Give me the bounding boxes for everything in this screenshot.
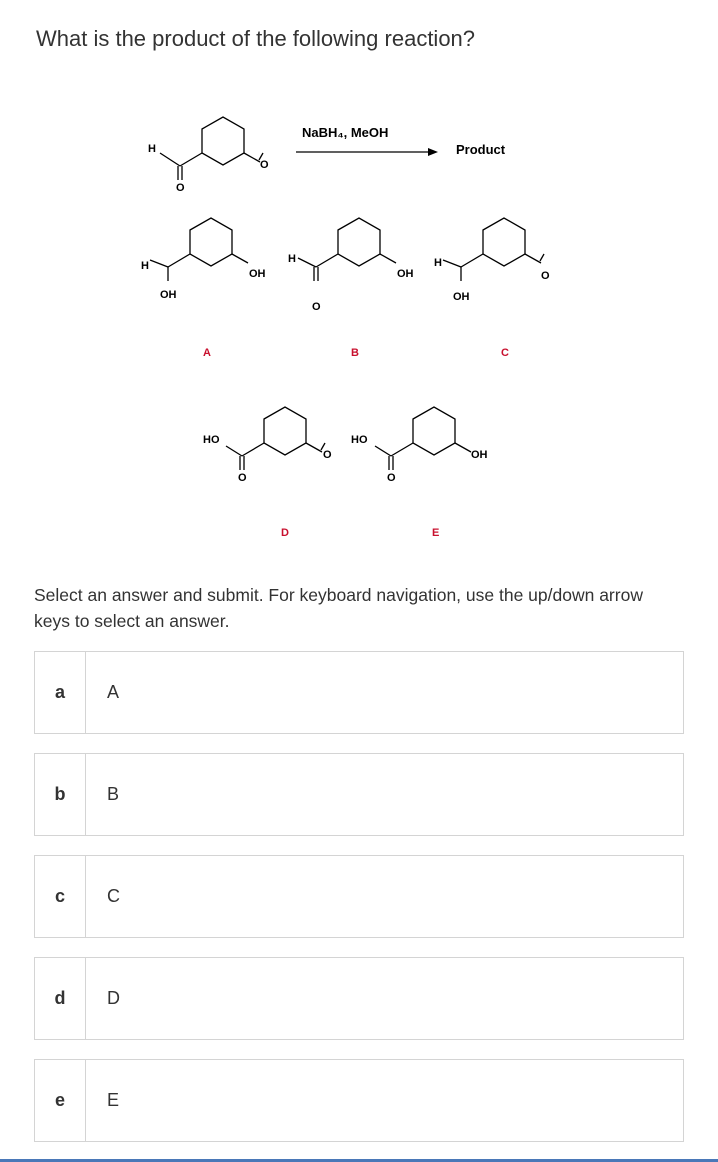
choice-d[interactable] bbox=[34, 957, 684, 1040]
reaction-figure bbox=[0, 80, 718, 560]
structure-d bbox=[203, 407, 332, 539]
atom-oh-e: OH bbox=[471, 449, 488, 461]
question-title: What is the product of the following reaction? bbox=[36, 26, 476, 51]
structure-label-e: E bbox=[432, 527, 440, 539]
atom-h-c: H bbox=[434, 257, 442, 269]
starting-material bbox=[148, 117, 269, 194]
atom-ho-d: HO bbox=[203, 434, 220, 446]
product-label: Product bbox=[456, 142, 506, 157]
atom-o-sm-ketone: O bbox=[260, 159, 269, 171]
atom-o-d-acid: O bbox=[238, 472, 247, 484]
choice-letter: e bbox=[35, 1060, 86, 1141]
choice-letter: a bbox=[35, 652, 86, 733]
atom-o-sm-aldehyde: O bbox=[176, 182, 185, 194]
structure-label-d: D bbox=[281, 527, 289, 539]
choice-text: D bbox=[107, 988, 120, 1008]
choice-text: B bbox=[107, 784, 120, 804]
choice-c[interactable] bbox=[34, 855, 684, 938]
structure-label-c: C bbox=[501, 347, 509, 359]
atom-h-b: H bbox=[288, 253, 296, 265]
structure-label-b: B bbox=[351, 347, 359, 359]
structure-label-a: A bbox=[203, 347, 211, 359]
atom-oh-a-chain: OH bbox=[160, 289, 177, 301]
atom-oh-a-ring: OH bbox=[249, 268, 266, 280]
choice-letter: c bbox=[35, 856, 86, 937]
choice-a[interactable] bbox=[34, 651, 684, 734]
atom-h-sm: H bbox=[148, 143, 156, 155]
atom-o-c-ketone: O bbox=[541, 270, 550, 282]
choice-letter: d bbox=[35, 958, 86, 1039]
choice-text: E bbox=[107, 1090, 120, 1110]
reagents-label: NaBH₄, MeOH bbox=[302, 125, 389, 140]
choice-b[interactable] bbox=[34, 753, 684, 836]
structure-a bbox=[141, 218, 266, 359]
choice-text: A bbox=[107, 682, 120, 702]
atom-oh-b: OH bbox=[397, 268, 414, 280]
reaction-arrow bbox=[296, 125, 506, 157]
structure-c bbox=[434, 218, 550, 359]
choice-letter: b bbox=[35, 754, 86, 835]
atom-o-e-acid: O bbox=[387, 472, 396, 484]
structure-e bbox=[351, 407, 488, 539]
reaction-scheme-svg bbox=[0, 80, 718, 560]
choice-text: C bbox=[107, 886, 120, 906]
atom-o-d-ketone: O bbox=[323, 449, 332, 461]
choice-e[interactable] bbox=[34, 1059, 684, 1142]
structure-b bbox=[288, 218, 414, 359]
atom-h-a: H bbox=[141, 260, 149, 272]
atom-o-b-aldehyde: O bbox=[312, 301, 321, 313]
atom-oh-c: OH bbox=[453, 291, 470, 303]
atom-ho-e: HO bbox=[351, 434, 368, 446]
instructions-text: Select an answer and submit. For keyboard navigation, use the up/down arrow keys to select an answer. bbox=[34, 585, 643, 631]
